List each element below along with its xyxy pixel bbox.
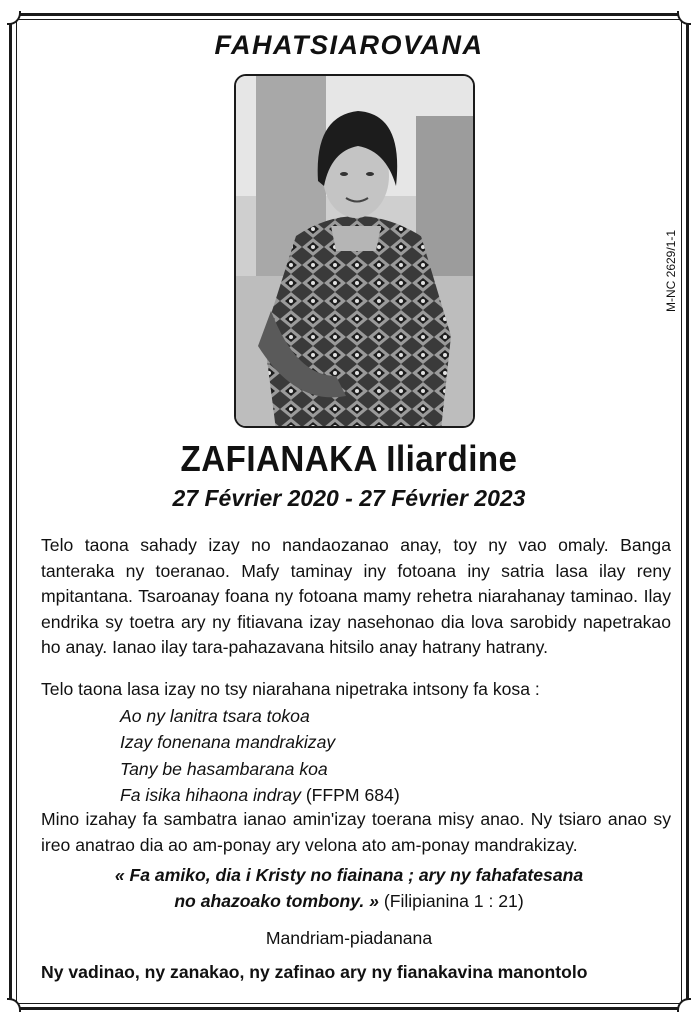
hymn-quote [120, 703, 400, 808]
page-title: FAHATSIAROVANA [214, 30, 484, 60]
hymn-line [120, 782, 400, 808]
faith-paragraph: Mino izahay fa sambatra ianao amin'izay toerana misy anao. Ny tsiaro anao sy ireo anatrao dia ao am-ponay ary velona ato am-ponay mandrakizay. [41, 809, 671, 855]
hymn-reference: (FFPM 684) [305, 784, 400, 805]
family-signoff: Ny vadinao, ny zanakao, ny zafinao ary ny fianakavina manontolo [41, 962, 588, 982]
tribute-paragraph: Telo taona sahady izay no nandaozanao anay, toy ny vao omaly. Banga tanteraka ny toeranao. Mafy taminay iny fotoana iny satria lasa ilay reny mpitantana. Tsaroanay foana ny fotoana mamy rehetra niarahanay taminao. Ilay endrika sy toetra ary ny fitiavana izay nasehonao dia lova sarobidy napetrakao ho anay. Ianao ilay tara-pahazavana hitsilo anay hatrany hatrany. [41, 535, 671, 658]
hymn-line: Izay fonenana mandrakizay [120, 732, 336, 753]
verse-line-text: no ahazoako tombony. » [174, 891, 379, 911]
hymn-line: Ao ny lanitra tsara tokoa [120, 706, 310, 726]
portrait-photo [234, 74, 475, 428]
memorial-dates: 27 Février 2020 - 27 Février 2023 [172, 485, 526, 511]
reference-code: M-NC 2629/1-1 [664, 229, 678, 312]
verse-line-2 [0, 888, 698, 914]
verse-line: « Fa amiko, dia i Kristy no fiainana ; ary ny fahafatesana [114, 865, 584, 885]
bible-verse [0, 862, 698, 914]
hymn-line: Tany be hasambarana koa [120, 758, 328, 779]
intro-paragraph: Telo taona lasa izay no tsy niarahana nipetraka intsony fa kosa : [41, 679, 540, 699]
verse-reference: (Filipianina 1 : 21) [383, 891, 524, 911]
closing-blessing: Mandriam-piadanana [265, 928, 433, 948]
deceased-name: ZAFIANAKA Iliardine [180, 438, 518, 479]
hymn-line-text: Fa isika hihaona indray [120, 784, 301, 805]
